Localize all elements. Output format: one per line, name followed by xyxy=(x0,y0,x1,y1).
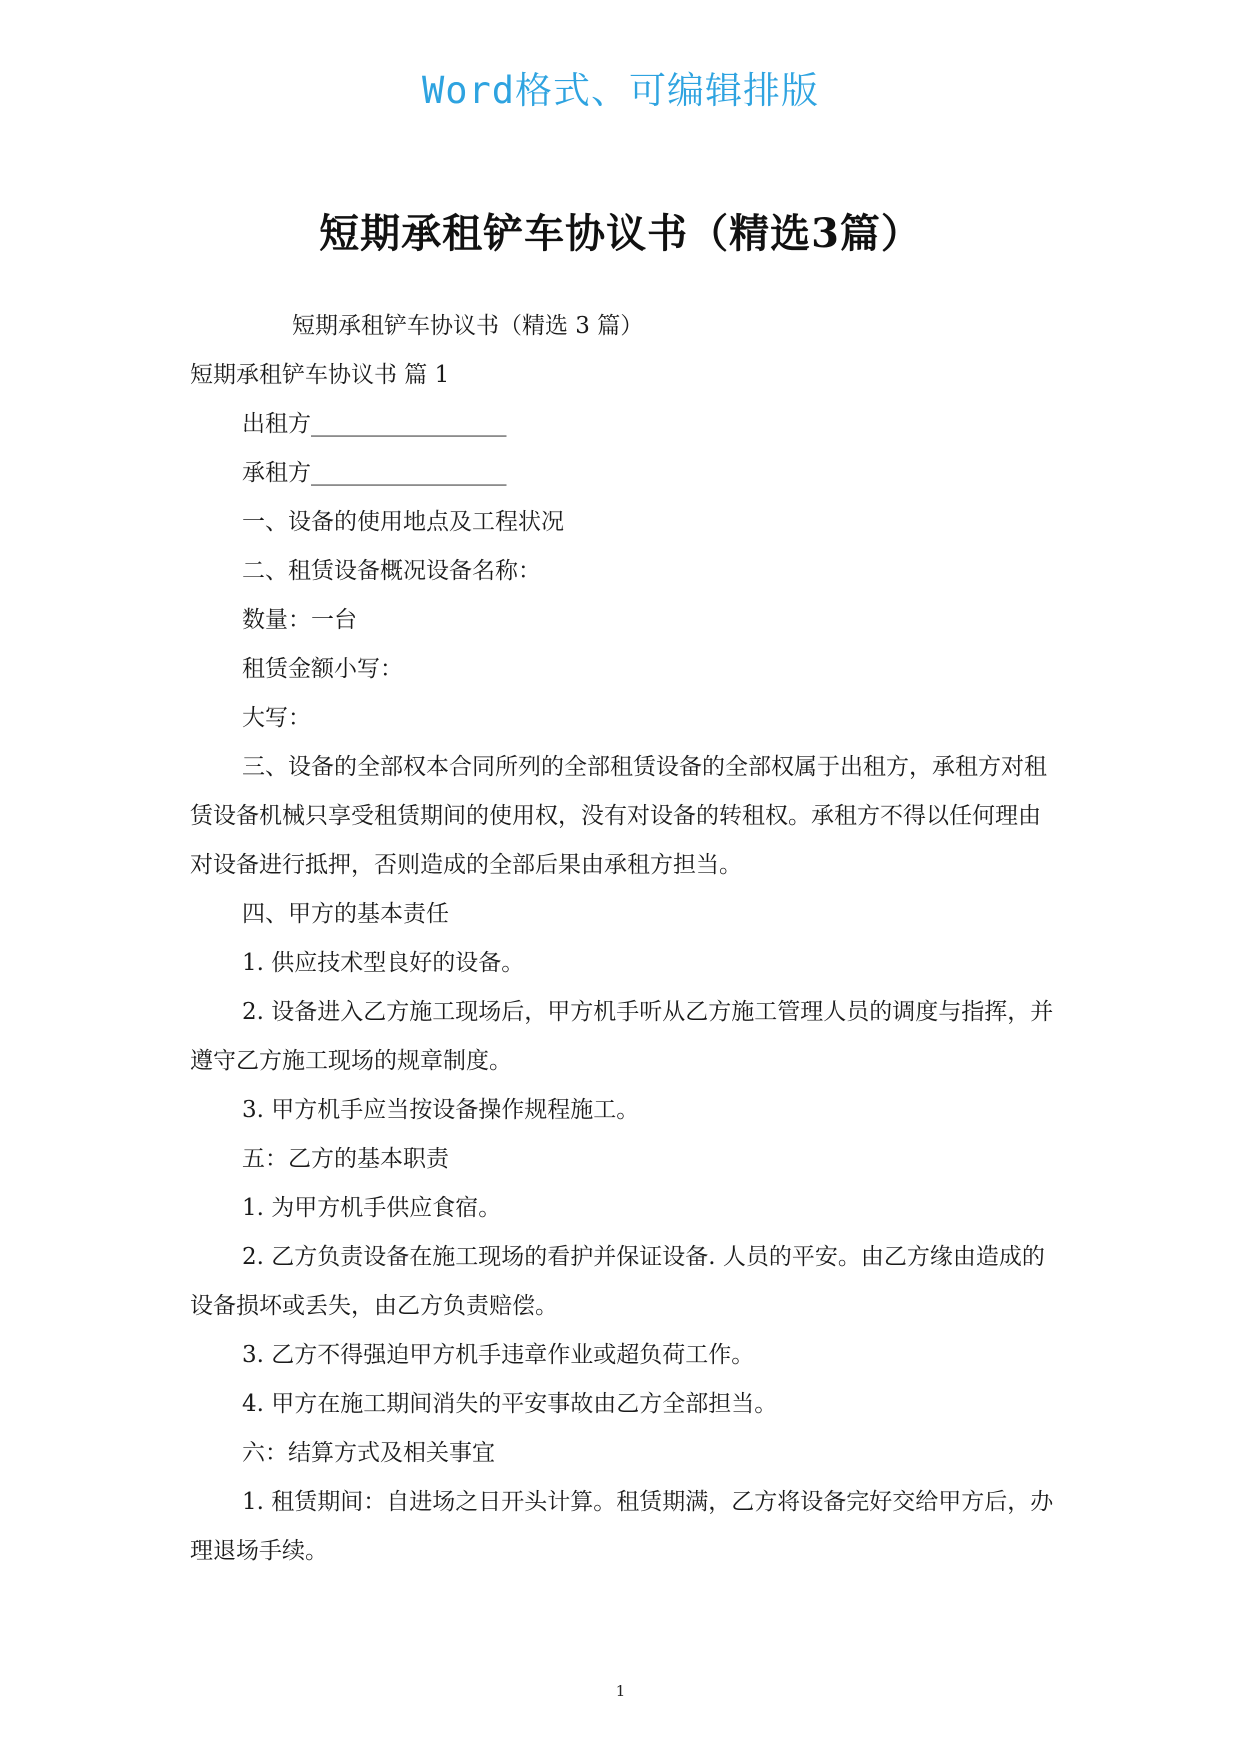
paragraph: 4. 甲方在施工期间消失的平安事故由乙方全部担当。 xyxy=(242,1391,778,1417)
paragraph: 一、设备的使用地点及工程状况 xyxy=(242,509,564,535)
paragraph: 3. 乙方不得强迫甲方机手违章作业或超负荷工作。 xyxy=(242,1342,755,1368)
paragraph: 大写： xyxy=(242,705,311,731)
paragraph: 短期承租铲车协议书（精选 3 篇） xyxy=(292,313,644,339)
paragraph: 六：结算方式及相关事宜 xyxy=(242,1440,495,1466)
paragraph: 承租方_________________ xyxy=(242,460,507,486)
format-banner: Word格式、可编辑排版 xyxy=(421,69,820,112)
page-number: 1 xyxy=(615,1682,626,1700)
paragraph: 五：乙方的基本职责 xyxy=(242,1146,449,1172)
document-title: 短期承租铲车协议书（精选3篇） xyxy=(319,210,922,257)
paragraph: 1. 租赁期间：自进场之日开头计算。租赁期满，乙方将设备完好交给甲方后，办理退场手续。 xyxy=(190,1489,1054,1564)
paragraph: 3. 甲方机手应当按设备操作规程施工。 xyxy=(242,1097,640,1123)
paragraph: 三、设备的全部权本合同所列的全部租赁设备的全部权属于出租方，承租方对租赁设备机械只享受租赁期间的使用权，没有对设备的转租权。承租方不得以任何理由对设备进行抵押，否则造成的全部后果由承租方担当。 xyxy=(190,754,1047,878)
paragraph: 租赁金额小写： xyxy=(242,656,403,682)
paragraph: 2. 乙方负责设备在施工现场的看护并保证设备. 人员的平安。由乙方缘由造成的设备损坏或丢失，由乙方负责赔偿。 xyxy=(190,1244,1045,1319)
paragraph: 2. 设备进入乙方施工现场后，甲方机手听从乙方施工管理人员的调度与指挥，并遵守乙方施工现场的规章制度。 xyxy=(190,999,1054,1074)
paragraph: 1. 供应技术型良好的设备。 xyxy=(242,950,525,976)
paragraph: 短期承租铲车协议书 篇 1 xyxy=(190,362,450,388)
paragraph: 四、甲方的基本责任 xyxy=(242,901,449,927)
document-body xyxy=(190,302,1060,1576)
paragraph: 二、租赁设备概况设备名称： xyxy=(242,558,541,584)
paragraph: 数量：一台 xyxy=(242,607,357,633)
paragraph: 1. 为甲方机手供应食宿。 xyxy=(242,1195,502,1221)
paragraph: 出租方_________________ xyxy=(242,411,507,437)
